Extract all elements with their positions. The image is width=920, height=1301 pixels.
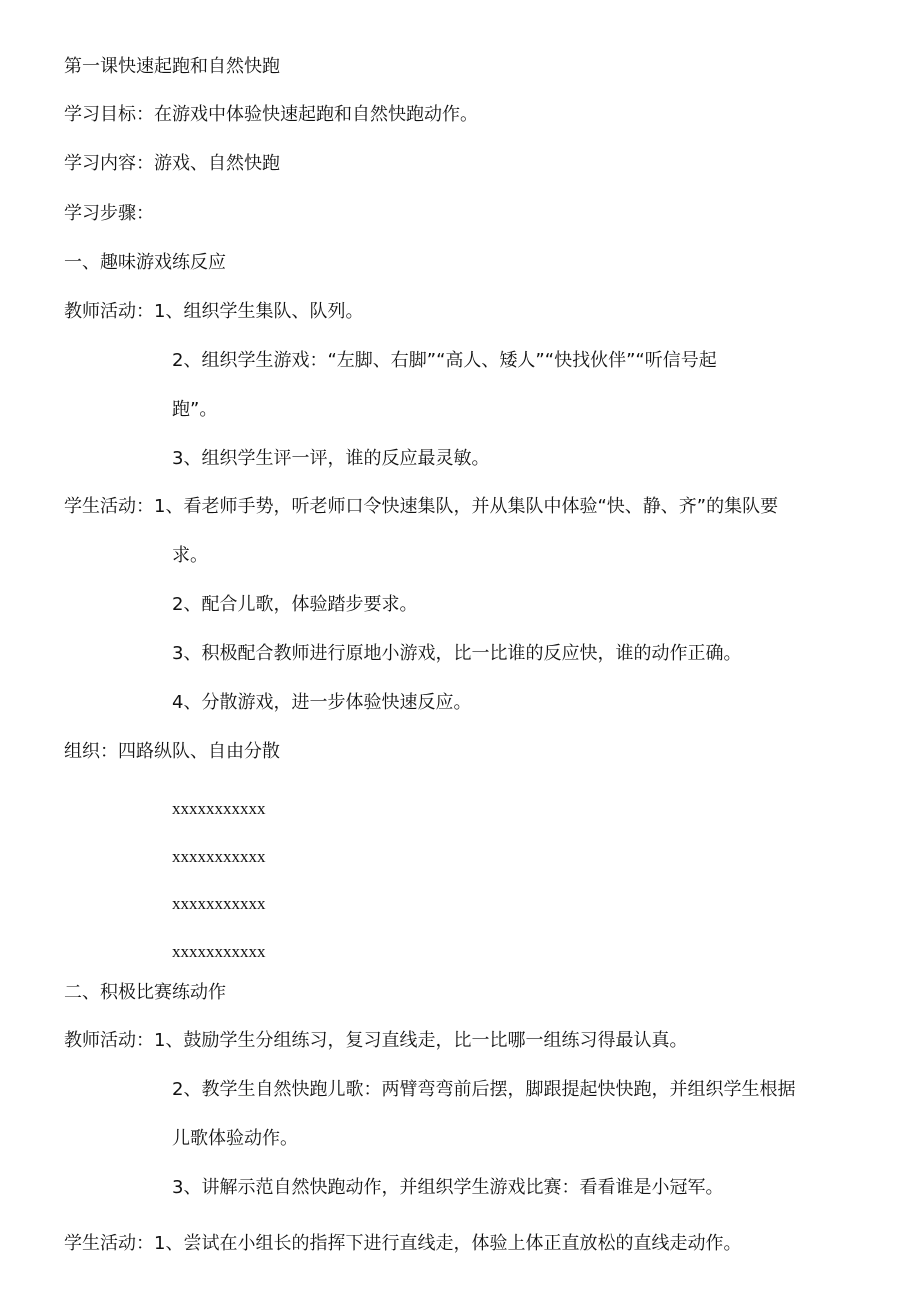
learning-content: 学习内容：游戏、自然快跑 (64, 153, 280, 174)
section1-teacher-item2-line1: 2、组织学生游戏：“左脚、右脚”“高人、矮人”“快找伙伴”“听信号起 (172, 350, 717, 371)
section2-teacher-item3: 3、讲解示范自然快跑动作，并组织学生游戏比赛：看看谁是小冠军。 (172, 1177, 724, 1198)
learning-steps-label: 学习步骤： (64, 203, 154, 224)
formation-row: xxxxxxxxxxx (172, 942, 266, 961)
section1-student-item1-line1: 学生活动：1、看老师手势，听老师口令快速集队，并从集队中体验“快、静、齐”的集队要 (64, 496, 779, 517)
section1-student-item1-line2: 求。 (172, 545, 208, 566)
lesson-title: 第一课快速起跑和自然快跑 (64, 56, 280, 77)
formation-row: xxxxxxxxxxx (172, 799, 266, 818)
section1-student-item4: 4、分散游戏，进一步体验快速反应。 (172, 692, 472, 713)
learning-objective: 学习目标：在游戏中体验快速起跑和自然快跑动作。 (64, 104, 478, 125)
section1-student-item3: 3、积极配合教师进行原地小游戏，比一比谁的反应快，谁的动作正确。 (172, 643, 742, 664)
formation-row: xxxxxxxxxxx (172, 847, 266, 866)
section2-student-item1: 学生活动：1、尝试在小组长的指挥下进行直线走，体验上体正直放松的直线走动作。 (64, 1233, 742, 1254)
section1-teacher-item2-line2: 跑”。 (172, 399, 218, 420)
formation-row: xxxxxxxxxxx (172, 894, 266, 913)
section1-teacher-item3: 3、组织学生评一评，谁的反应最灵敏。 (172, 448, 490, 469)
section1-heading: 一、趣味游戏练反应 (64, 252, 226, 273)
section2-heading: 二、积极比赛练动作 (64, 982, 226, 1003)
section2-teacher-item1: 教师活动：1、鼓励学生分组练习，复习直线走，比一比哪一组练习得最认真。 (64, 1030, 688, 1051)
section2-teacher-item2-line2: 儿歌体验动作。 (172, 1128, 298, 1149)
section1-teacher-item1: 教师活动：1、组织学生集队、队列。 (64, 301, 364, 322)
organization-note: 组织：四路纵队、自由分散 (64, 741, 280, 762)
section1-student-item2: 2、配合儿歌，体验踏步要求。 (172, 594, 418, 615)
section2-teacher-item2-line1: 2、教学生自然快跑儿歌：两臂弯弯前后摆，脚跟提起快快跑，并组织学生根据 (172, 1079, 796, 1100)
